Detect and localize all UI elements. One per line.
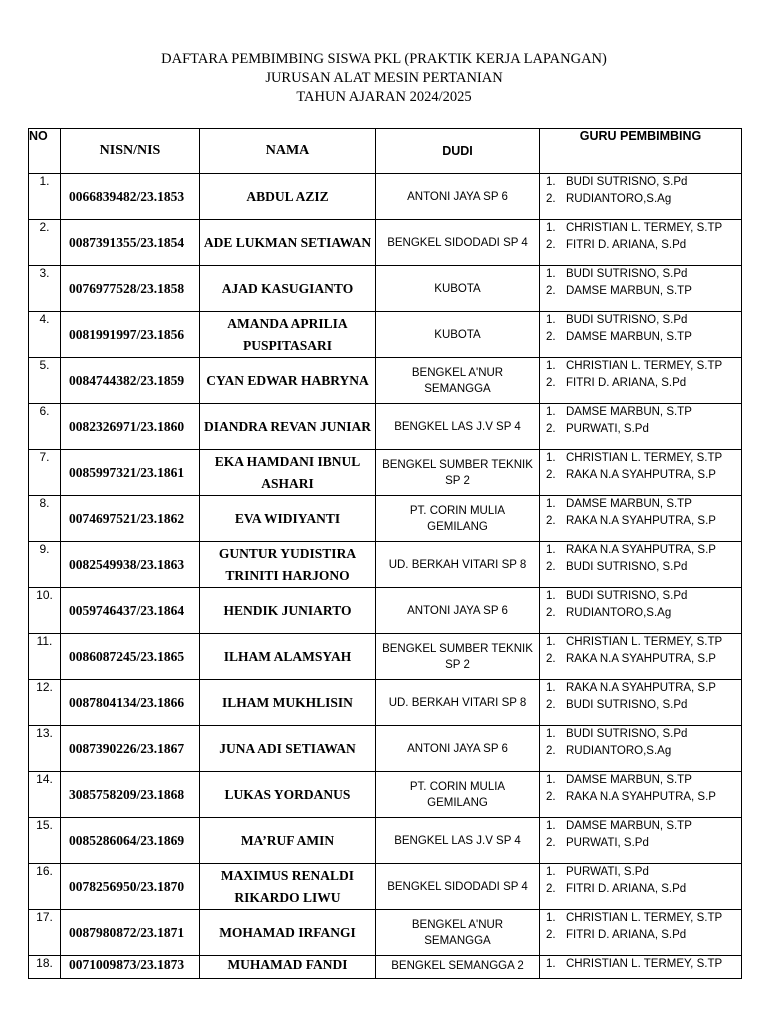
table-row: [29, 588, 742, 634]
supervisor-list: [546, 726, 741, 760]
table-row: [29, 312, 742, 358]
student-name: DIANDRA REVAN JUNIAR: [200, 404, 376, 450]
supervisor-name: BUDI SUTRISNO, S.Pd: [566, 176, 688, 188]
supervisor-item: [546, 818, 741, 835]
row-number: 18.: [29, 956, 61, 979]
supervisor-item-number: 1.: [546, 958, 556, 970]
supervisor-name: PURWATI, S.Pd: [566, 423, 649, 435]
supervisor-item-number: 2.: [546, 377, 556, 389]
supervisor-cell: [540, 358, 742, 404]
nisn-cell: 3085758209/23.1868: [61, 772, 200, 818]
supervisor-item: [546, 927, 741, 944]
dudi-cell: BENGKEL SIDODADI SP 4: [376, 864, 540, 910]
nisn-cell: 0087980872/23.1871: [61, 910, 200, 956]
supervisor-cell: [540, 174, 742, 220]
dudi-cell: BENGKEL SEMANGGA 2: [376, 956, 540, 979]
supervisor-item-number: 1.: [546, 820, 556, 832]
student-name: MOHAMAD IRFANGI: [200, 910, 376, 956]
row-number: 13.: [29, 726, 61, 772]
supervisor-item: [546, 467, 741, 484]
supervisor-item-number: 1.: [546, 636, 556, 648]
supervisor-cell: [540, 496, 742, 542]
dudi-cell: UD. BERKAH VITARI SP 8: [376, 542, 540, 588]
dudi-cell: PT. CORIN MULIA GEMILANG: [376, 496, 540, 542]
row-number: 17.: [29, 910, 61, 956]
supervisor-item-number: 2.: [546, 469, 556, 481]
title-line-1: DAFTARA PEMBIMBING SISWA PKL (PRAKTIK KERJA LAPANGAN): [161, 51, 607, 67]
supervisor-item: [546, 450, 741, 467]
student-name: HENDIK JUNIARTO: [200, 588, 376, 634]
supervisor-cell: [540, 588, 742, 634]
document-title: [0, 50, 768, 107]
supervisor-item: [546, 835, 741, 852]
supervisor-item-number: 1.: [546, 452, 556, 464]
student-name: ILHAM ALAMSYAH: [200, 634, 376, 680]
table-row: [29, 174, 742, 220]
header-dudi: DUDI: [376, 129, 540, 174]
supervisor-name: DAMSE MARBUN, S.TP: [566, 498, 692, 510]
student-name: AMANDA APRILIA PUSPITASARI: [200, 312, 376, 358]
dudi-cell: KUBOTA: [376, 266, 540, 312]
dudi-cell: BENGKEL A'NUR SEMANGGA: [376, 910, 540, 956]
nisn-cell: 0085997321/23.1861: [61, 450, 200, 496]
supervisor-item-number: 1.: [546, 176, 556, 188]
row-number: 10.: [29, 588, 61, 634]
supervisor-list: [546, 910, 741, 944]
supervisor-name: BUDI SUTRISNO, S.Pd: [566, 268, 688, 280]
nisn-cell: 0087391355/23.1854: [61, 220, 200, 266]
supervisor-name: DAMSE MARBUN, S.TP: [566, 285, 692, 297]
supervisor-list: [546, 404, 741, 438]
supervisor-list: [546, 220, 741, 254]
supervisor-item-number: 2.: [546, 607, 556, 619]
dudi-cell: BENGKEL LAS J.V SP 4: [376, 818, 540, 864]
supervisor-cell: [540, 266, 742, 312]
supervisor-item-number: 2.: [546, 699, 556, 711]
supervisor-item: [546, 651, 741, 668]
supervisor-list: [546, 496, 741, 530]
supervisor-item: [546, 421, 741, 438]
supervisor-item-number: 1.: [546, 866, 556, 878]
row-number: 15.: [29, 818, 61, 864]
nisn-cell: 0076977528/23.1858: [61, 266, 200, 312]
supervisor-item-number: 2.: [546, 791, 556, 803]
supervisor-name: BUDI SUTRISNO, S.Pd: [566, 590, 688, 602]
supervisor-cell: [540, 772, 742, 818]
student-name: AJAD KASUGIANTO: [200, 266, 376, 312]
student-name: EVA WIDIYANTI: [200, 496, 376, 542]
supervisor-item-number: 2.: [546, 515, 556, 527]
supervisor-name: DAMSE MARBUN, S.TP: [566, 406, 692, 418]
supervisor-name: FITRI D. ARIANA, S.Pd: [566, 377, 687, 389]
table-row: [29, 680, 742, 726]
supervisor-name: RAKA N.A SYAHPUTRA, S.P: [566, 544, 716, 556]
supervisor-item-number: 1.: [546, 682, 556, 694]
supervisor-name: BUDI SUTRISNO, S.Pd: [566, 314, 688, 326]
supervisor-list: [546, 542, 741, 576]
table-row: [29, 496, 742, 542]
dudi-cell: BENGKEL SIDODADI SP 4: [376, 220, 540, 266]
supervisor-cell: [540, 450, 742, 496]
supervisor-name: CHRISTIAN L. TERMEY, S.TP: [566, 360, 723, 372]
supervisor-name: RUDIANTORO,S.Ag: [566, 193, 672, 205]
supervisor-name: RAKA N.A SYAHPUTRA, S.P: [566, 682, 716, 694]
student-name: GUNTUR YUDISTIRA TRINITI HARJONO: [200, 542, 376, 588]
header-nama: NAMA: [200, 129, 376, 174]
table-row: [29, 818, 742, 864]
supervisor-cell: [540, 956, 742, 979]
supervisor-item-number: 2.: [546, 239, 556, 251]
row-number: 6.: [29, 404, 61, 450]
table-row: [29, 266, 742, 312]
supervisor-item-number: 1.: [546, 406, 556, 418]
table-row: [29, 956, 742, 979]
dudi-cell: PT. CORIN MULIA GEMILANG: [376, 772, 540, 818]
row-number: 9.: [29, 542, 61, 588]
supervisor-name: CHRISTIAN L. TERMEY, S.TP: [566, 452, 723, 464]
student-name: MUHAMAD FANDI: [200, 956, 376, 979]
dudi-cell: ANTONI JAYA SP 6: [376, 726, 540, 772]
supervisor-cell: [540, 680, 742, 726]
supervisor-name: BUDI SUTRISNO, S.Pd: [566, 699, 688, 711]
supervisor-table: [28, 128, 742, 979]
supervisor-list: [546, 956, 741, 973]
row-number: 16.: [29, 864, 61, 910]
supervisor-name: RUDIANTORO,S.Ag: [566, 745, 672, 757]
supervisor-cell: [540, 864, 742, 910]
nisn-cell: 0086087245/23.1865: [61, 634, 200, 680]
dudi-cell: KUBOTA: [376, 312, 540, 358]
row-number: 4.: [29, 312, 61, 358]
supervisor-item-number: 1.: [546, 222, 556, 234]
supervisor-item: [546, 910, 741, 927]
supervisor-item: [546, 358, 741, 375]
supervisor-name: FITRI D. ARIANA, S.Pd: [566, 929, 687, 941]
supervisor-list: [546, 312, 741, 346]
nisn-cell: 0074697521/23.1862: [61, 496, 200, 542]
nisn-cell: 0059746437/23.1864: [61, 588, 200, 634]
supervisor-cell: [540, 726, 742, 772]
supervisor-item: [546, 881, 741, 898]
supervisor-item: [546, 404, 741, 421]
supervisor-item: [546, 237, 741, 254]
table-row: [29, 450, 742, 496]
table-row: [29, 220, 742, 266]
supervisor-item: [546, 789, 741, 806]
supervisor-item-number: 1.: [546, 544, 556, 556]
supervisor-item: [546, 220, 741, 237]
table-row: [29, 404, 742, 450]
supervisor-item-number: 1.: [546, 728, 556, 740]
supervisor-item: [546, 772, 741, 789]
supervisor-name: RAKA N.A SYAHPUTRA, S.P: [566, 469, 716, 481]
row-number: 3.: [29, 266, 61, 312]
supervisor-item-number: 2.: [546, 745, 556, 757]
student-name: ADE LUKMAN SETIAWAN: [200, 220, 376, 266]
student-name: LUKAS YORDANUS: [200, 772, 376, 818]
nisn-cell: 0084744382/23.1859: [61, 358, 200, 404]
title-line-3: TAHUN AJARAN 2024/2025: [296, 89, 472, 105]
student-name: ABDUL AZIZ: [200, 174, 376, 220]
student-name: ILHAM MUKHLISIN: [200, 680, 376, 726]
supervisor-name: CHRISTIAN L. TERMEY, S.TP: [566, 958, 723, 970]
nisn-cell: 0078256950/23.1870: [61, 864, 200, 910]
supervisor-name: PURWATI, S.Pd: [566, 866, 649, 878]
supervisor-name: FITRI D. ARIANA, S.Pd: [566, 883, 687, 895]
supervisor-item: [546, 513, 741, 530]
supervisor-cell: [540, 910, 742, 956]
supervisor-cell: [540, 220, 742, 266]
supervisor-item: [546, 559, 741, 576]
nisn-cell: 0087804134/23.1866: [61, 680, 200, 726]
supervisor-cell: [540, 634, 742, 680]
supervisor-cell: [540, 818, 742, 864]
supervisor-list: [546, 450, 741, 484]
supervisor-item: [546, 588, 741, 605]
supervisor-item: [546, 605, 741, 622]
supervisor-item-number: 1.: [546, 590, 556, 602]
supervisor-list: [546, 358, 741, 392]
nisn-cell: 0081991997/23.1856: [61, 312, 200, 358]
supervisor-list: [546, 266, 741, 300]
supervisor-item-number: 1.: [546, 360, 556, 372]
supervisor-name: CHRISTIAN L. TERMEY, S.TP: [566, 222, 723, 234]
table-row: [29, 864, 742, 910]
student-name: EKA HAMDANI IBNUL ASHARI: [200, 450, 376, 496]
supervisor-item-number: 2.: [546, 331, 556, 343]
supervisor-list: [546, 818, 741, 852]
supervisor-item-number: 2.: [546, 193, 556, 205]
supervisor-item: [546, 680, 741, 697]
supervisor-item: [546, 697, 741, 714]
nisn-cell: 0071009873/23.1873: [61, 956, 200, 979]
supervisor-item: [546, 864, 741, 881]
table-header-row: [29, 129, 742, 174]
supervisor-list: [546, 680, 741, 714]
supervisor-name: CHRISTIAN L. TERMEY, S.TP: [566, 636, 723, 648]
dudi-cell: BENGKEL SUMBER TEKNIK SP 2: [376, 634, 540, 680]
row-number: 7.: [29, 450, 61, 496]
supervisor-item: [546, 283, 741, 300]
dudi-cell: UD. BERKAH VITARI SP 8: [376, 680, 540, 726]
supervisor-list: [546, 174, 741, 208]
supervisor-list: [546, 588, 741, 622]
table-row: [29, 910, 742, 956]
supervisor-cell: [540, 542, 742, 588]
student-name: CYAN EDWAR HABRYNA: [200, 358, 376, 404]
supervisor-list: [546, 634, 741, 668]
supervisor-item-number: 2.: [546, 285, 556, 297]
supervisor-item: [546, 634, 741, 651]
row-number: 5.: [29, 358, 61, 404]
supervisor-item: [546, 542, 741, 559]
nisn-cell: 0082326971/23.1860: [61, 404, 200, 450]
supervisor-item-number: 2.: [546, 653, 556, 665]
supervisor-item-number: 1.: [546, 498, 556, 510]
row-number: 2.: [29, 220, 61, 266]
supervisor-name: BUDI SUTRISNO, S.Pd: [566, 561, 688, 573]
table-row: [29, 542, 742, 588]
dudi-cell: BENGKEL SUMBER TEKNIK SP 2: [376, 450, 540, 496]
row-number: 8.: [29, 496, 61, 542]
student-name: JUNA ADI SETIAWAN: [200, 726, 376, 772]
supervisor-item: [546, 743, 741, 760]
supervisor-list: [546, 772, 741, 806]
dudi-cell: ANTONI JAYA SP 6: [376, 174, 540, 220]
dudi-cell: BENGKEL LAS J.V SP 4: [376, 404, 540, 450]
dudi-cell: BENGKEL A'NUR SEMANGGA: [376, 358, 540, 404]
supervisor-item-number: 1.: [546, 774, 556, 786]
supervisor-cell: [540, 312, 742, 358]
supervisor-item-number: 2.: [546, 837, 556, 849]
table-row: [29, 358, 742, 404]
table-row: [29, 634, 742, 680]
supervisor-cell: [540, 404, 742, 450]
title-line-2: JURUSAN ALAT MESIN PERTANIAN: [265, 70, 503, 86]
row-number: 1.: [29, 174, 61, 220]
row-number: 12.: [29, 680, 61, 726]
supervisor-item: [546, 496, 741, 513]
supervisor-item-number: 2.: [546, 423, 556, 435]
supervisor-list: [546, 864, 741, 898]
supervisor-item: [546, 191, 741, 208]
supervisor-name: FITRI D. ARIANA, S.Pd: [566, 239, 687, 251]
row-number: 14.: [29, 772, 61, 818]
supervisor-name: RAKA N.A SYAHPUTRA, S.P: [566, 791, 716, 803]
supervisor-item: [546, 312, 741, 329]
row-number: 11.: [29, 634, 61, 680]
supervisor-item: [546, 726, 741, 743]
supervisor-name: DAMSE MARBUN, S.TP: [566, 331, 692, 343]
table-body: [29, 174, 742, 979]
supervisor-item-number: 1.: [546, 314, 556, 326]
table-row: [29, 772, 742, 818]
supervisor-item-number: 2.: [546, 883, 556, 895]
supervisor-item: [546, 174, 741, 191]
supervisor-name: CHRISTIAN L. TERMEY, S.TP: [566, 912, 723, 924]
supervisor-item: [546, 329, 741, 346]
supervisor-item: [546, 266, 741, 283]
supervisor-item-number: 2.: [546, 929, 556, 941]
supervisor-item-number: 1.: [546, 912, 556, 924]
header-guru: GURU PEMBIMBING: [540, 129, 742, 174]
nisn-cell: 0082549938/23.1863: [61, 542, 200, 588]
supervisor-name: RAKA N.A SYAHPUTRA, S.P: [566, 653, 716, 665]
dudi-cell: ANTONI JAYA SP 6: [376, 588, 540, 634]
header-no: NO: [29, 129, 61, 174]
supervisor-item-number: 2.: [546, 561, 556, 573]
supervisor-item: [546, 375, 741, 392]
supervisor-name: DAMSE MARBUN, S.TP: [566, 774, 692, 786]
supervisor-name: BUDI SUTRISNO, S.Pd: [566, 728, 688, 740]
supervisor-item: [546, 956, 741, 973]
student-name: MA’RUF AMIN: [200, 818, 376, 864]
student-name: MAXIMUS RENALDI RIKARDO LIWU: [200, 864, 376, 910]
table-row: [29, 726, 742, 772]
nisn-cell: 0066839482/23.1853: [61, 174, 200, 220]
header-nisn: NISN/NIS: [61, 129, 200, 174]
supervisor-name: PURWATI, S.Pd: [566, 837, 649, 849]
supervisor-name: RUDIANTORO,S.Ag: [566, 607, 672, 619]
nisn-cell: 0085286064/23.1869: [61, 818, 200, 864]
supervisor-name: DAMSE MARBUN, S.TP: [566, 820, 692, 832]
supervisor-item-number: 1.: [546, 268, 556, 280]
supervisor-name: RAKA N.A SYAHPUTRA, S.P: [566, 515, 716, 527]
nisn-cell: 0087390226/23.1867: [61, 726, 200, 772]
